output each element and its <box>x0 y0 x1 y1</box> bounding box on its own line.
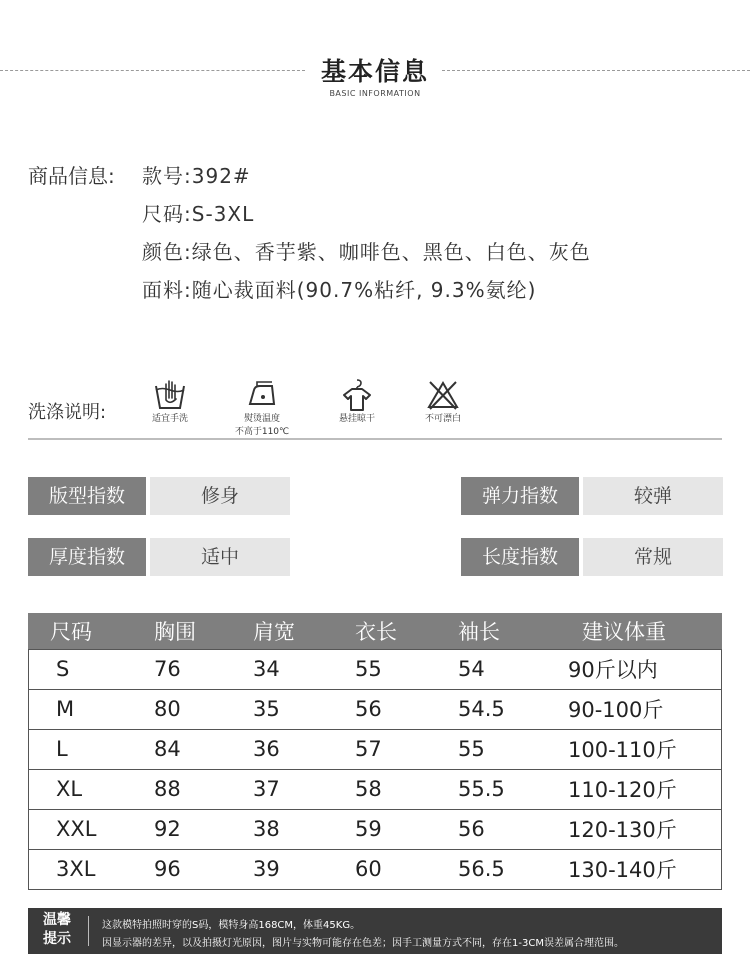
info-key: 颜色: <box>142 240 192 264</box>
length-index-value: 常规 <box>583 538 723 576</box>
tips-divider <box>88 916 89 946</box>
info-line-style-no <box>142 160 251 189</box>
cell-shoulder: 39 <box>228 849 330 889</box>
elasticity-index-label: 弹力指数 <box>461 477 579 515</box>
care-item-iron <box>227 378 297 438</box>
thickness-index-value: 适中 <box>150 538 290 576</box>
cell-sleeve: 55 <box>433 729 552 769</box>
cell-shoulder: 37 <box>228 769 330 809</box>
cell-shoulder: 38 <box>228 809 330 849</box>
info-value: 392# <box>191 164 251 188</box>
cell-chest: 96 <box>128 849 228 889</box>
info-line-fabric <box>142 274 536 303</box>
cell-chest: 84 <box>128 729 228 769</box>
cell-weight: 90斤以内 <box>552 649 722 689</box>
elasticity-index-value: 较弹 <box>583 477 723 515</box>
cell-length: 58 <box>330 769 433 809</box>
tips-line-disclaimer: 因显示器的差异，以及拍摄灯光原因，图片与实物可能存在色差；因手工测量方式不同，存在1-3CM误差属合理范围。 <box>102 938 624 949</box>
table-border-right <box>721 649 722 889</box>
cell-chest: 80 <box>128 689 228 729</box>
cell-length: 55 <box>330 649 433 689</box>
cell-shoulder: 34 <box>228 649 330 689</box>
cell-length: 57 <box>330 729 433 769</box>
no-bleach-icon <box>425 378 461 412</box>
cell-sleeve: 56 <box>433 809 552 849</box>
header-shoulder: 肩宽 <box>228 613 330 649</box>
header-chest: 胸围 <box>128 613 228 649</box>
size-table <box>28 613 722 890</box>
cell-length: 60 <box>330 849 433 889</box>
table-row <box>28 849 722 889</box>
care-caption: 适宜手洗 <box>151 414 188 424</box>
header-weight: 建议体重 <box>552 613 722 649</box>
cell-size: XL <box>28 769 128 809</box>
care-divider <box>28 438 722 440</box>
hang-dry-icon <box>339 378 375 412</box>
length-index-label: 长度指数 <box>461 538 579 576</box>
cell-size: M <box>28 689 128 729</box>
thickness-index-label: 厚度指数 <box>28 538 146 576</box>
section-subtitle: BASIC INFORMATION <box>329 89 421 98</box>
care-caption: 悬挂晾干 <box>338 414 375 424</box>
header-size: 尺码 <box>28 613 128 649</box>
cell-size: XXL <box>28 809 128 849</box>
tips-label-line: 提示 <box>43 931 71 947</box>
section-title: 基本信息 <box>320 57 429 86</box>
product-info-label: 商品信息: <box>28 164 115 188</box>
cell-shoulder: 36 <box>228 729 330 769</box>
cell-size: L <box>28 729 128 769</box>
table-row <box>28 809 722 849</box>
care-caption: 熨烫温度 <box>243 414 280 424</box>
care-caption: 不可漂白 <box>424 414 461 424</box>
info-key: 款号: <box>142 164 192 188</box>
cell-length: 59 <box>330 809 433 849</box>
cell-weight: 120-130斤 <box>552 809 722 849</box>
info-key: 尺码: <box>142 202 192 226</box>
cell-weight: 130-140斤 <box>552 849 722 889</box>
tips-line-model: 这款模特拍照时穿的S码，模特身高168CM，体重45KG。 <box>102 920 361 931</box>
header-length: 衣长 <box>330 613 433 649</box>
table-row <box>28 689 722 729</box>
info-value: S-3XL <box>191 202 255 226</box>
cell-sleeve: 54 <box>433 649 552 689</box>
tips-label <box>28 911 86 949</box>
info-value: 绿色、香芋紫、咖啡色、黑色、白色、灰色 <box>191 240 591 264</box>
cell-chest: 76 <box>128 649 228 689</box>
header-sleeve: 袖长 <box>433 613 552 649</box>
table-row <box>28 769 722 809</box>
cell-weight: 90-100斤 <box>552 689 722 729</box>
care-item-hand-wash <box>135 378 205 425</box>
size-table-header <box>28 613 722 649</box>
care-item-no-bleach <box>408 378 478 425</box>
info-key: 面料: <box>142 278 192 302</box>
care-item-hang-dry <box>322 378 392 425</box>
cell-chest: 88 <box>128 769 228 809</box>
table-row <box>28 649 722 689</box>
fit-index-label: 版型指数 <box>28 477 146 515</box>
care-caption: 不高于110℃ <box>234 427 290 437</box>
cell-size: 3XL <box>28 849 128 889</box>
cell-weight: 100-110斤 <box>552 729 722 769</box>
cell-length: 56 <box>330 689 433 729</box>
hand-wash-icon <box>152 378 188 412</box>
care-label: 洗涤说明: <box>28 402 107 423</box>
info-line-colors <box>142 236 591 265</box>
table-row <box>28 729 722 769</box>
cell-sleeve: 55.5 <box>433 769 552 809</box>
table-border-left <box>28 649 29 889</box>
cell-chest: 92 <box>128 809 228 849</box>
cell-weight: 110-120斤 <box>552 769 722 809</box>
info-line-size <box>142 198 254 227</box>
tips-banner <box>28 908 722 954</box>
cell-sleeve: 54.5 <box>433 689 552 729</box>
cell-size: S <box>28 649 128 689</box>
info-value: 随心裁面料(90.7%粘纤, 9.3%氨纶) <box>191 278 537 302</box>
iron-icon <box>244 378 280 412</box>
cell-shoulder: 35 <box>228 689 330 729</box>
tips-label-line: 温馨 <box>43 912 71 928</box>
cell-sleeve: 56.5 <box>433 849 552 889</box>
fit-index-value: 修身 <box>150 477 290 515</box>
